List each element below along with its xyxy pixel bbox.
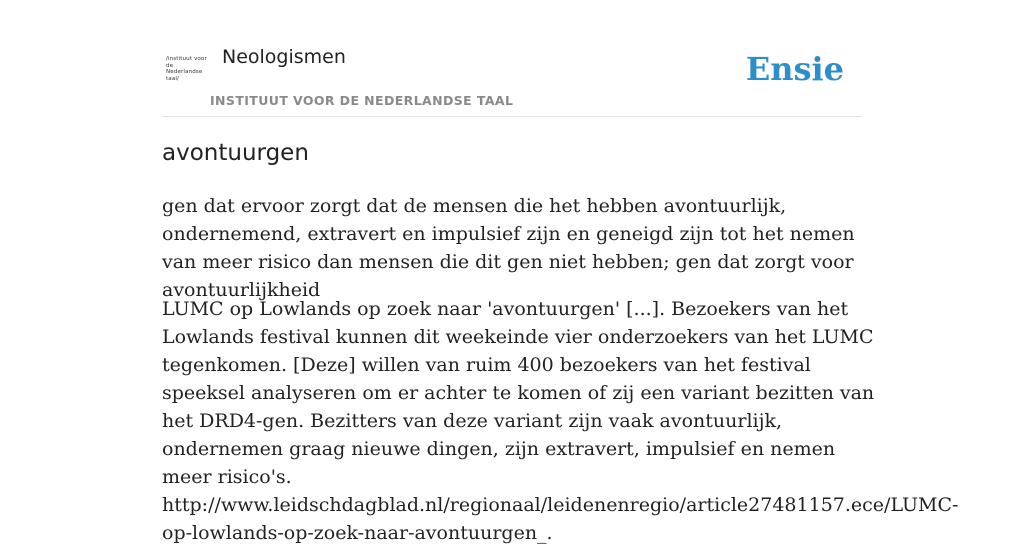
quote-text: LUMC op Lowlands op zoek naar 'avontuurgen' [...]. Bezoekers van het Lowlands festival kunnen dit weekeinde vier onderzoekers van het LUMC tegenkomen. [Deze] willen van ruim 400 bezoekers van het festival speeksel analyseren om er achter te komen of zij een variant bezitten van het DRD4-gen. Bezitters van deze variant zijn vaak avontuurlijk, ondernemen graag nieuwe dingen, zijn extravert, impulsief en nemen meer risico's. <box>162 298 875 488</box>
entry-quote <box>162 295 959 547</box>
source-link[interactable]: http://www.leidschdagblad.nl/regionaal/leidenenregio/article27481157.ece/LUMC-op-lowlands-op-zoek-naar-avontuurgen_. <box>162 494 959 544</box>
site-title[interactable]: Neologismen <box>222 46 346 68</box>
ensie-brand-link[interactable]: Ensie <box>745 50 844 88</box>
site-header <box>162 0 862 117</box>
institute-logo[interactable] <box>166 56 208 90</box>
entry-definition: gen dat ervoor zorgt dat de mensen die het hebben avontuurlijk, ondernemend, extravert en impulsief zijn en geneigd zijn tot het nemen van meer risico dan mensen die dit gen niet hebben; gen dat zorgt voor avontuurlijkheid <box>162 195 855 301</box>
logo-text: /instituut voor de Nederlandse taal/ <box>166 56 207 82</box>
entry-headword: avontuurgen <box>162 140 309 166</box>
site-subtitle: INSTITUUT VOOR DE NEDERLANDSE TAAL <box>210 93 514 108</box>
